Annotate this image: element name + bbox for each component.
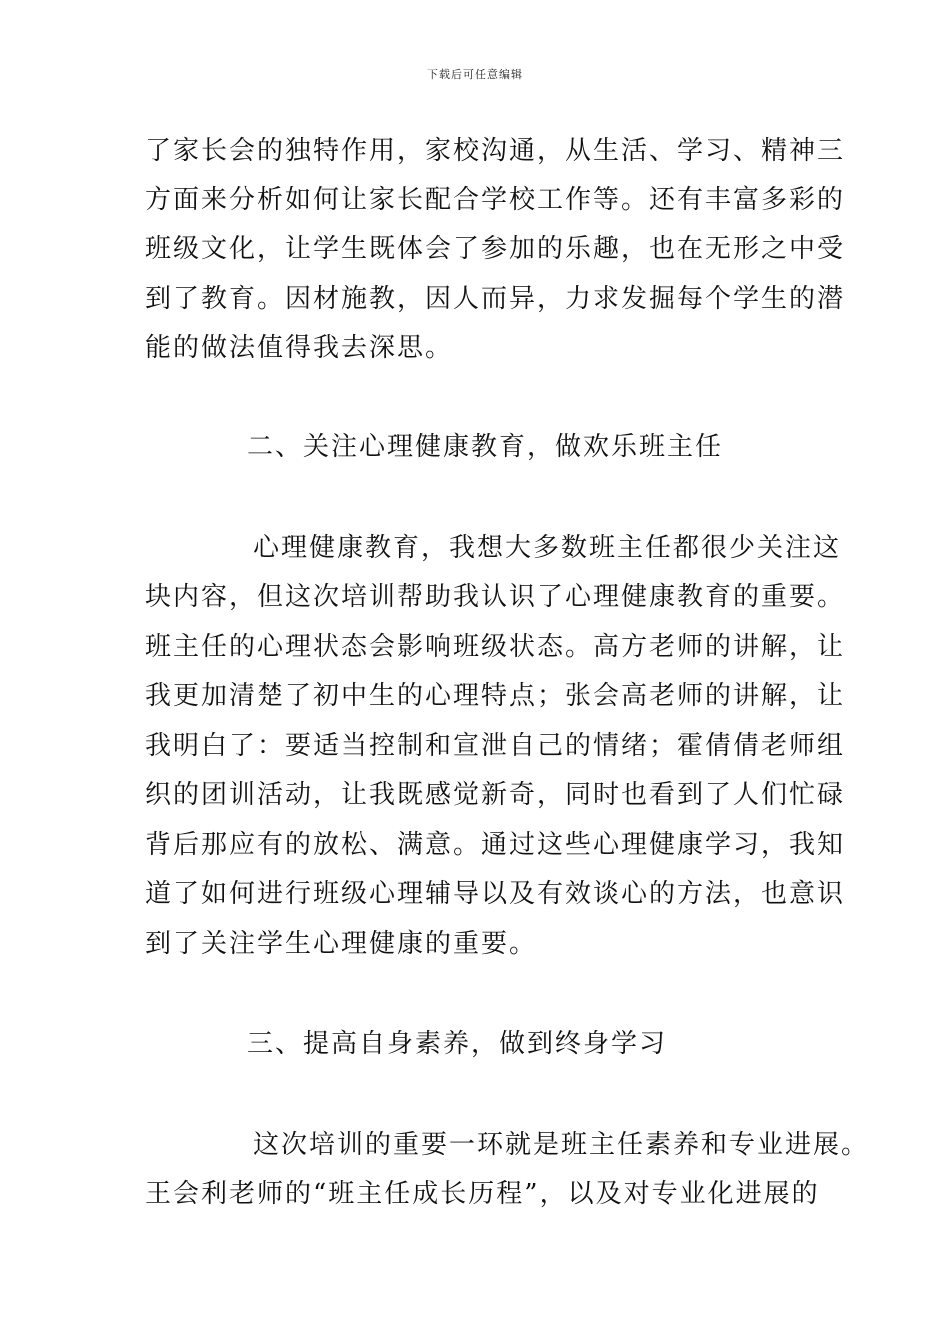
- paragraph-line: 班级文化，让学生既体会了参加的乐趣，也在无形之中受: [145, 234, 846, 264]
- section-heading-2: 二、关注心理健康教育，做欢乐班主任: [247, 432, 724, 462]
- paragraph-line: 织的团训活动，让我既感觉新奇，同时也看到了人们忙碌: [145, 780, 846, 810]
- paragraph-line: 我明白了：要适当控制和宣泄自己的情绪；霍倩倩老师组: [145, 731, 846, 761]
- paragraph-line: 这次培训的重要一环就是班主任素养和专业进展。: [253, 1130, 870, 1160]
- paragraph-line: 王会利老师的“班主任成长历程”，以及对专业化进展的: [145, 1179, 820, 1209]
- paragraph-line: 我更加清楚了初中生的心理特点；张会高老师的讲解，让: [145, 681, 846, 711]
- paragraph-line: 能的做法值得我去深思。: [145, 333, 454, 363]
- header-note: 下载后可任意编辑: [427, 68, 523, 81]
- paragraph-line: 道了如何进行班级心理辅导以及有效谈心的方法，也意识: [145, 879, 846, 909]
- paragraph-line: 方面来分析如何让家长配合学校工作等。还有丰富多彩的: [145, 185, 846, 215]
- paragraph-line: 心理健康教育，我想大多数班主任都很少关注这: [253, 533, 842, 563]
- paragraph-line: 了家长会的独特作用，家校沟通，从生活、学习、精神三: [145, 136, 846, 166]
- paragraph-line: 块内容，但这次培训帮助我认识了心理健康教育的重要。: [145, 582, 846, 612]
- section-heading-3: 三、提高自身素养，做到终身学习: [247, 1029, 668, 1059]
- paragraph-line: 到了教育。因材施教，因人而异，力求发掘每个学生的潜: [145, 284, 846, 314]
- paragraph-line: 班主任的心理状态会影响班级状态。高方老师的讲解，让: [145, 632, 846, 662]
- paragraph-line: 到了关注学生心理健康的重要。: [145, 929, 538, 959]
- paragraph-line: 背后那应有的放松、满意。通过这些心理健康学习，我知: [145, 830, 846, 860]
